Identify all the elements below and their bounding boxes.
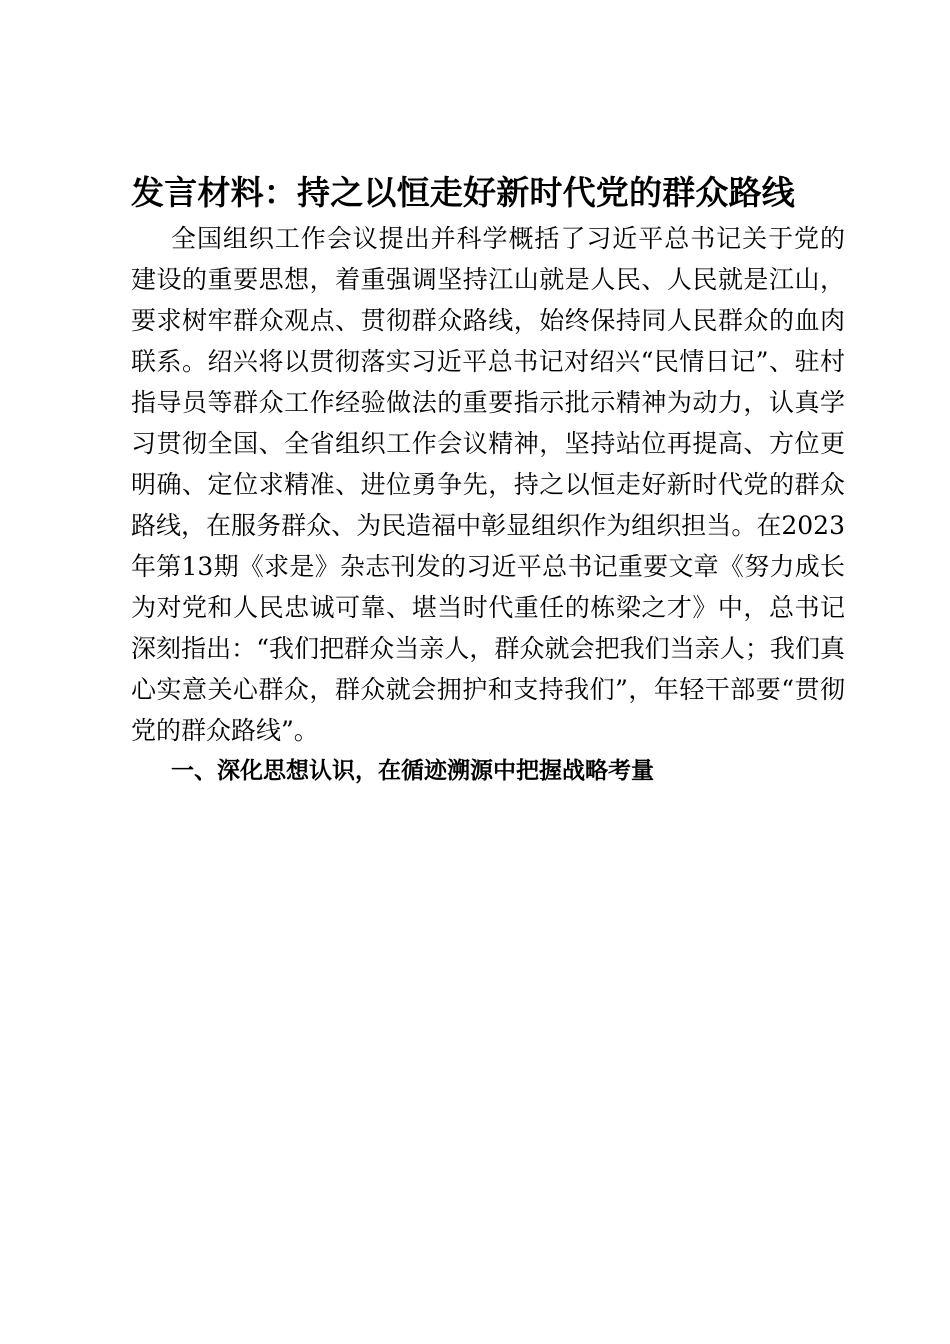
document-title: 发言材料：持之以恒走好新时代党的群众路线 [131, 173, 795, 212]
section-heading: 一、深化思想认识，在循迹溯源中把握战略考量 [171, 758, 654, 784]
document-body [131, 168, 845, 792]
body-paragraph: 全国组织工作会议提出并科学概括了习近平总书记关于党的建设的重要思想，着重强调坚持江山就是人民、人民就是江山，要求树牢群众观点、贯彻群众路线，始终保持同人民群众的血肉联系。绍兴将以贯彻落实习近平总书记对绍兴“民情日记”、驻村指导员等群众工作经验做法的重要指示批示精神为动力，认真学习贯彻全国、全省组织工作会议精神，坚持站位再提高、方位更明确、定位求精准、进位勇争先，持之以恒走好新时代党的群众路线，在服务群众、为民造福中彰显组织作为组织担当。在2023年第13期《求是》杂志刊发的习近平总书记重要文章《努力成长为对党和人民忠诚可靠、堪当时代重任的栋梁之才》中，总书记深刻指出：“我们把群众当亲人，群众就会把我们当亲人；我们真心实意关心群众，群众就会拥护和支持我们”，年轻干部要“贯彻党的群众路线”。 [131, 224, 845, 745]
